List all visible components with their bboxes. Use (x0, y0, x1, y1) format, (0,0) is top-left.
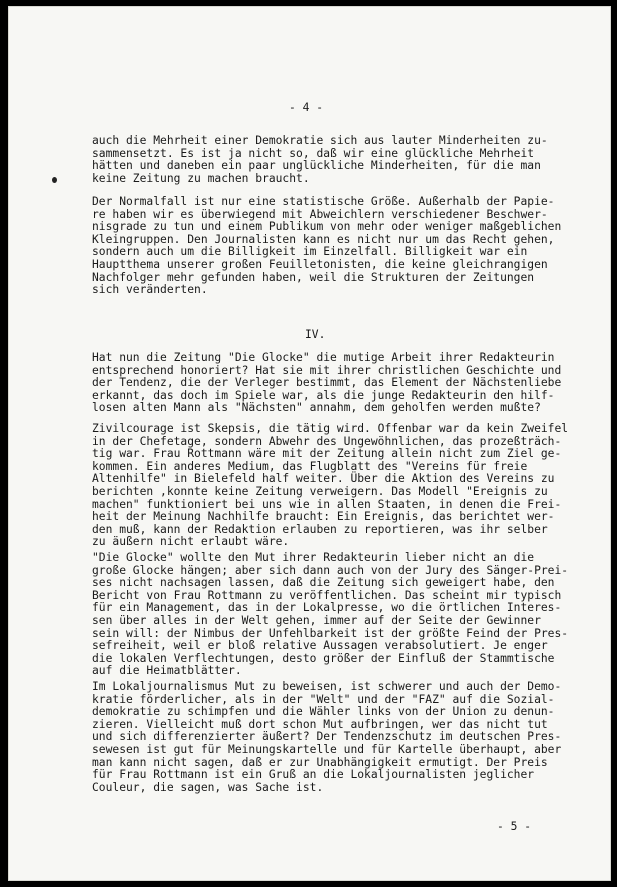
page-number: - 4 - (289, 101, 324, 114)
paragraph-1: auch die Mehrheit einer Demokratie sich aus lauter Minderheiten zu- sammensetzt. Es ist ja nicht so, daß wir eine glückliche Mehrheit hätten und daneben ein paar unglückliche Minderheiten, für die man keine Zeitung zu machen braucht. (92, 134, 548, 185)
next-page-number: - 5 - (497, 820, 532, 833)
paragraph-2: Der Normalfall ist nur eine statistische Größe. Außerhalb der Papie- re haben wir es überwiegend mit Abweichlern verschiedener Beschwer- nisgrade zu tun und einem Publikum von mehr oder weniger maßgeblichen Kleingruppen. Den Journalisten kann es nicht nur um das Recht gehen, sondern auch um die Billigkeit im Einzelfall. Billigkeit war ein Hauptthema unserer großen Feuilletonisten, die keine gleichrangigen Nachfolger mehr gefunden haben, weil die Strukturen der Zeitungen sich veränderten. (92, 195, 562, 297)
paragraph-6: Im Lokaljournalismus Mut zu beweisen, ist schwerer und auch der Demo- kratie förderlicher, als in der "Welt" und der "FAZ" auf die Sozial- demokratie zu schimpfen und die Wähler links von der Union zu denun- zieren. Vielleicht muß dort schon Mut aufbringen, wer das nicht tut und sich differenzierter äußert? Der Tendenzschutz im deutschen Pres- sewesen ist gut für Meinungskartelle und für Kartelle überhaupt, aber man kann nicht sagen, daß er zur Unabhängigkeit ermutigt. Der Preis für Frau Rottmann ist ein Gruß an die Lokaljournalisten jeglicher Couleur, die sagen, was Sache ist. (92, 680, 562, 794)
paragraph-4: Zivilcourage ist Skepsis, die tätig wird. Offenbar war da kein Zweifel in der Chefetage, sondern Abwehr des Ungewöhnlichen, das prozeßträch- tig war. Frau Rottmann wäre mit der Zeitung allein nicht zum Ziel ge- kommen. Ein anderes Medium, das Flugblatt des "Vereins für freie Altenhilfe" in Bielefeld half weiter. Über die Aktion des Vereins zu berichten ,konnte keine Zeitung verweigern. Das Modell "Ereignis zu machen" funktioniert bei uns wie in allen Staaten, in denen die Frei- heit der Meinung Nachhilfe braucht: Ein Ereignis, das berichtet wer- den muß, kann der Redaktion erlauben zu reportieren, was ihr selber zu äußern nicht erlaubt wäre. (92, 422, 569, 549)
document-page (8, 6, 611, 881)
margin-mark (52, 177, 57, 183)
paragraph-5: "Die Glocke" wollte den Mut ihrer Redakteurin lieber nicht an die große Glocke hängen; aber sich dann auch von der Jury des Sänger-Prei- ses nicht nachsagen lassen, daß die Zeitung sich geweigert habe, den Bericht von Frau Rottmann zu veröffentlichen. Das scheint mir typisch für ein Management, das in der Lokalpresse, wo die örtlichen Interes- sen über alles in der Welt gehen, immer auf der Seite der Gewinner sein will: der Nimbus der Unfehlbarkeit ist der größte Feind der Pres- sefreiheit, weil er bloß relative Aussagen verabsolutiert. Je enger die lokalen Verflechtungen, desto größer der Einfluß der Stammtische auf die Heimatblätter. (92, 551, 569, 678)
section-heading: IV. (305, 328, 326, 341)
paragraph-3: Hat nun die Zeitung "Die Glocke" die mutige Arbeit ihrer Redakteurin entsprechend honoriert? Hat sie mit ihrer christlichen Geschichte und der Tendenz, die der Verleger bestimmt, das Element der Nächstenliebe erkannt, das doch im Spiele war, als die junge Redakteurin den hilf- losen alten Mann als "Nächsten" annahm, dem geholfen werden mußte? (92, 351, 562, 415)
